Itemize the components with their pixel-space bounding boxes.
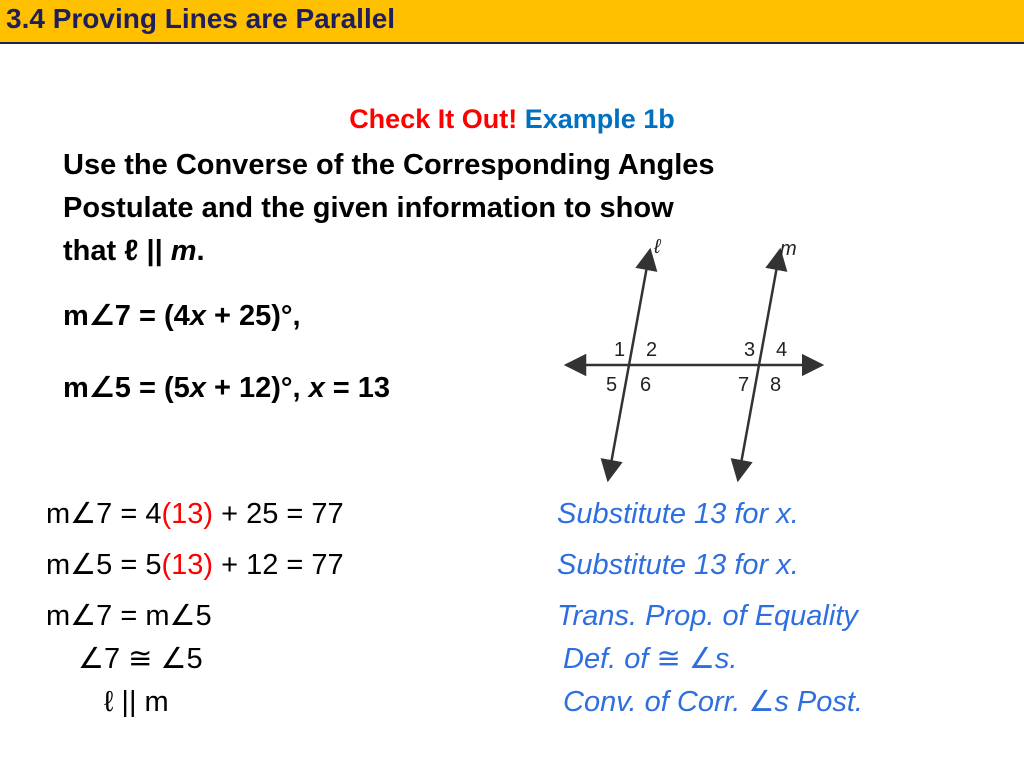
line-l-symbol: ℓ — [124, 235, 139, 267]
angle-label-3: 3 — [744, 339, 756, 361]
substituted-value: (13) — [161, 549, 214, 581]
variable-x: x — [308, 372, 325, 404]
proof-reason-2: Substitute 13 for x. — [557, 549, 799, 581]
given-angle-7 — [63, 298, 301, 334]
substituted-value: (13) — [161, 498, 214, 530]
line-m-symbol: m — [170, 235, 197, 267]
line-m-label: m — [780, 238, 797, 260]
parallel-symbol: || — [138, 235, 171, 267]
proof-statement-4: ∠7 ≅ ∠5 — [78, 643, 203, 675]
angle-label-1: 1 — [614, 339, 626, 361]
proof-reason-5: Conv. of Corr. ∠s Post. — [563, 686, 863, 718]
angle-label-4: 4 — [776, 339, 788, 361]
problem-line-3 — [63, 230, 1003, 273]
problem-period: . — [196, 235, 205, 267]
title-bar — [0, 0, 1024, 44]
proof-statement-1 — [46, 496, 344, 532]
slide-title: 3.4 Proving Lines are Parallel — [6, 3, 396, 34]
given-text: = 13 — [324, 372, 391, 404]
proof-statement-5: ℓ || m — [104, 686, 169, 718]
parallel-lines-diagram — [560, 225, 830, 490]
given-text: m∠5 = (5 — [63, 372, 190, 404]
statement-text: + 25 = 77 — [213, 498, 344, 530]
given-text: m∠7 = (4 — [63, 300, 190, 332]
angle-label-7: 7 — [738, 374, 750, 396]
example-heading — [0, 102, 1024, 136]
problem-line-2: Postulate and the given information to show — [63, 192, 674, 224]
proof-statement-2 — [46, 547, 344, 583]
problem-text: that — [63, 235, 125, 267]
given-text: + 12)°, — [205, 372, 309, 404]
proof-reason-4: Def. of ≅ ∠s. — [563, 643, 738, 675]
example-number-label: Example 1b — [524, 104, 675, 134]
proof-reason-3: Trans. Prop. of Equality — [557, 600, 858, 632]
problem-statement — [63, 144, 1003, 273]
proof-reason-1: Substitute 13 for x. — [557, 498, 799, 530]
angle-label-2: 2 — [646, 339, 658, 361]
statement-text: m∠7 = 4 — [46, 498, 162, 530]
given-angle-5 — [63, 370, 390, 406]
proof-statement-3: m∠7 = m∠5 — [46, 600, 212, 632]
check-it-out-label: Check It Out! — [349, 104, 518, 134]
variable-x: x — [189, 372, 206, 404]
angle-label-5: 5 — [606, 374, 618, 396]
angle-label-8: 8 — [770, 374, 782, 396]
given-text: + 25)°, — [205, 300, 301, 332]
variable-x: x — [189, 300, 206, 332]
line-l-label: ℓ — [654, 236, 661, 258]
angle-label-6: 6 — [640, 374, 652, 396]
statement-text: m∠5 = 5 — [46, 549, 162, 581]
statement-text: + 12 = 77 — [213, 549, 344, 581]
problem-line-1: Use the Converse of the Corresponding Angles — [63, 149, 715, 181]
